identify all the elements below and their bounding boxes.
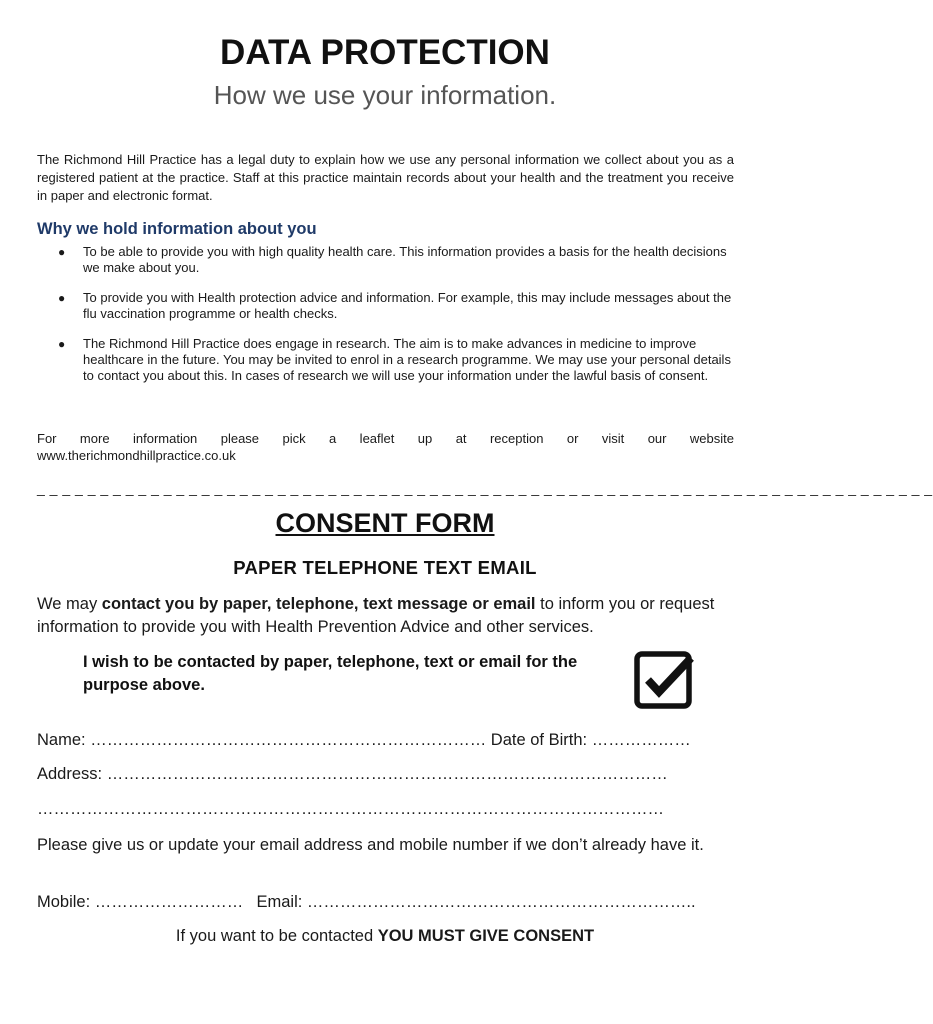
list-item: ● To provide you with Health protection advice and information. For example, this may include messages about the flu vaccination programme or health checks.: [58, 290, 732, 321]
name-label: Name:: [37, 731, 86, 749]
website-link[interactable]: www.therichmondhillpractice.co.uk: [37, 448, 236, 463]
mobile-label: Mobile:: [37, 893, 91, 911]
name-line: [37, 731, 737, 750]
dob-field[interactable]: ………………: [591, 731, 691, 749]
consent-checkbox[interactable]: [634, 650, 694, 710]
name-field[interactable]: ………………………………………………………………: [90, 731, 487, 749]
page-title: DATA PROTECTION: [220, 33, 550, 72]
checked-box-icon: [634, 650, 694, 710]
contact-channels: PAPER TELEPHONE TEXT EMAIL: [233, 557, 537, 578]
mobile-field[interactable]: ………………………: [94, 893, 244, 911]
address-field-line-2[interactable]: ……………………………………………………………………………………………………: [37, 800, 664, 818]
consent-form-title: CONSENT FORM: [275, 508, 495, 538]
list-item: ● The Richmond Hill Practice does engage in research. The aim is to make advances in medicine to improve healthcare in the future. You may be invited to enrol in a research programme. We may use your personal details to contact you about this. In cases of research we will use your information under the lawful basis of consent.: [58, 336, 731, 383]
mobile-email-line: [37, 893, 737, 912]
address-field[interactable]: …………………………………………………………………………………………: [106, 765, 668, 783]
dob-label: Date of Birth:: [490, 731, 588, 749]
dashed-separator: _ _ _ _ _ _ _ _ _ _ _ _ _ _ _ _ _ _ _ _ _ _ _ _ _ _ _ _ _ _ _ _ _ _ _ _ _ _ _ _ _ _ _ _ _ _ _ _ _ _ _ _ _ _ _ _ _ _ _ _ _ _ _ _ _ _ _ _ _ _ _: [37, 480, 933, 496]
list-item: ● To be able to provide you with high quality health care. This information provides a basis for the health decisions we make about you.: [58, 244, 727, 275]
intro-paragraph: The Richmond Hill Practice has a legal duty to explain how we use any personal information we collect about you as a registered patient at the practice. Staff at this practice maintain records about your health and the treatment you receive in paper and electronic format.: [37, 152, 734, 203]
page-subtitle: How we use your information.: [213, 80, 557, 110]
why-heading: Why we hold information about you: [37, 220, 317, 238]
bullet-icon: ●: [58, 245, 66, 259]
consent-reminder: If you want to be contacted YOU MUST GIVE CONSENT: [175, 927, 595, 945]
more-info-text: For more information please pick a leaflet up at reception or visit our website: [37, 431, 734, 446]
bullet-icon: ●: [58, 337, 66, 351]
email-field[interactable]: ……………………………………………………………..: [306, 893, 696, 911]
contact-paragraph: We may contact you by paper, telephone, text message or email to inform you or request information to provide you with Health Prevention Advice and other services.: [37, 595, 715, 636]
address-line: [37, 765, 737, 784]
update-contact-text: Please give us or update your email address and mobile number if we don’t already have it.: [37, 836, 704, 854]
bullet-icon: ●: [58, 291, 66, 305]
consent-statement: I wish to be contacted by paper, telephone, text or email for the purpose above.: [83, 653, 578, 694]
reasons-list: [55, 244, 735, 398]
email-label: Email:: [256, 893, 303, 911]
address-label: Address:: [37, 765, 103, 783]
